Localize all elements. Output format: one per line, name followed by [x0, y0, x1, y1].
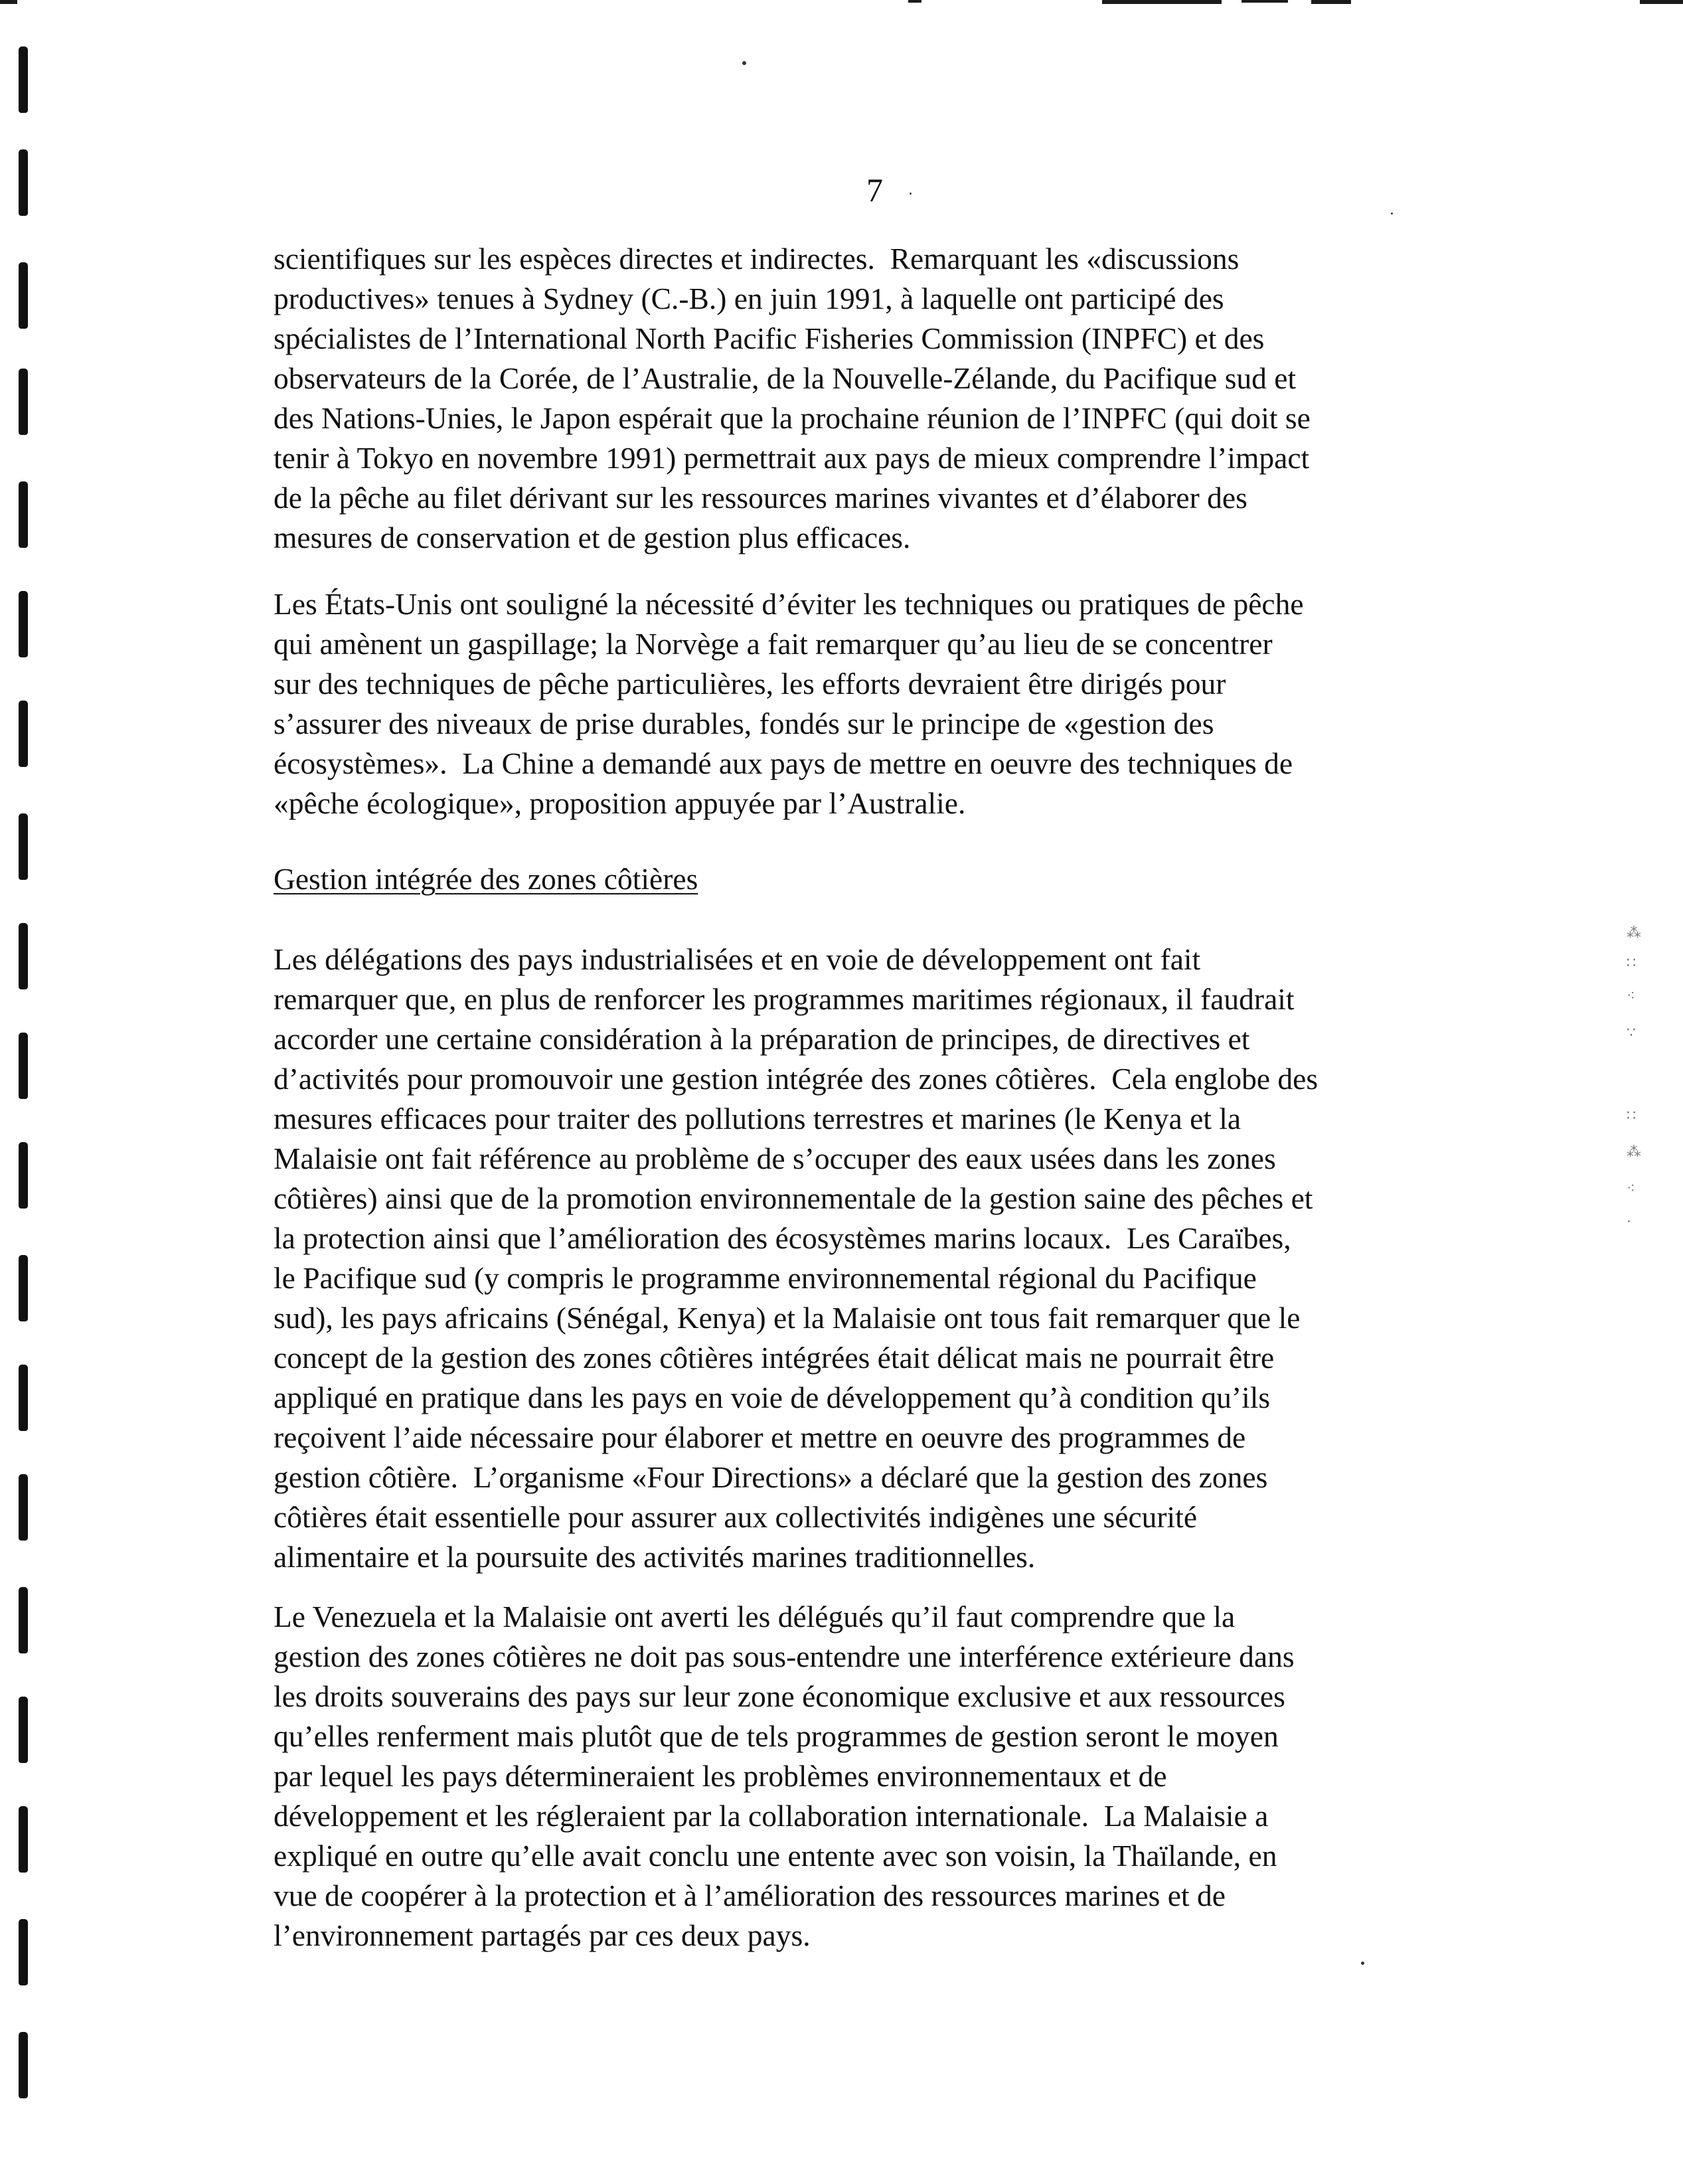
scan-speck	[1361, 1962, 1364, 1965]
margin-mark: ∵	[1627, 1025, 1636, 1041]
paragraph-sovereign-rights	[274, 1597, 1522, 1956]
paragraph-drift-net-research	[274, 239, 1522, 558]
text-line: écosystèmes». La Chine a demandé aux pays de mettre en oeuvre des techniques de	[274, 746, 1293, 780]
text-line: Les États-Unis ont souligné la nécessité d’éviter les techniques ou pratiques de pêche	[274, 587, 1304, 621]
text-line: Malaisie ont fait référence au problème de s’occuper des eaux usées dans les zones	[274, 1141, 1276, 1175]
text-line: concept de la gestion des zones côtières intégrées était délicat mais ne pourrait être	[274, 1341, 1275, 1375]
text-line: par lequel les pays détermineraient les problèmes environnementaux et de	[274, 1759, 1167, 1793]
binder-hole	[19, 701, 28, 767]
binder-hole	[19, 1806, 28, 1873]
margin-mark: ⁖	[1627, 988, 1635, 1005]
paragraph-fishing-techniques	[274, 584, 1522, 823]
page-number: 7	[866, 171, 883, 209]
text-line: productives» tenues à Sydney (C.-B.) en juin 1991, à laquelle ont participé des	[274, 282, 1224, 315]
binder-hole	[19, 1587, 28, 1653]
text-line: alimentaire et la poursuite des activités marines traditionnelles.	[274, 1540, 1036, 1574]
binder-hole	[19, 46, 28, 113]
scan-edge-bar	[1242, 0, 1288, 3]
text-line: scientifiques sur les espèces directes et indirectes. Remarquant les «discussions	[274, 242, 1240, 276]
text-line: gestion côtière. L’organisme «Four Directions» a déclaré que la gestion des zones	[274, 1460, 1268, 1494]
text-line: vue de coopérer à la protection et à l’amélioration des ressources marines et de	[274, 1879, 1226, 1912]
text-line: tenir à Tokyo en novembre 1991) permettrait aux pays de mieux comprendre l’impact	[274, 441, 1310, 475]
binder-hole	[19, 1255, 28, 1321]
text-line: spécialistes de l’International North Pacific Fisheries Commission (INPFC) et des	[274, 321, 1265, 355]
text-line: de la pêche au filet dérivant sur les ressources marines vivantes et d’élaborer des	[274, 481, 1247, 515]
text-line: observateurs de la Corée, de l’Australie, de la Nouvelle-Zélande, du Pacifique sud et	[274, 361, 1297, 395]
scan-speck	[910, 193, 912, 195]
text-line: côtières) ainsi que de la promotion environnementale de la gestion saine des pêches et	[274, 1181, 1313, 1215]
text-line: développement et les régleraient par la collaboration internationale. La Malaisie a	[274, 1799, 1269, 1833]
text-line: les droits souverains des pays sur leur zone économique exclusive et aux ressources	[274, 1679, 1285, 1713]
text-line: gestion des zones côtières ne doit pas sous-entendre une interférence extérieure dans	[274, 1639, 1295, 1673]
text-line: côtières était essentielle pour assurer aux collectivités indigènes une sécurité	[274, 1500, 1198, 1534]
text-line: accorder une certaine considération à la préparation de principes, de directives et	[274, 1022, 1250, 1056]
scan-edge-bar	[1102, 0, 1222, 4]
text-line: qu’elles renferment mais plutôt que de tels programmes de gestion seront le moyen	[274, 1719, 1279, 1753]
text-line: s’assurer des niveaux de prise durables, fondés sur le principe de «gestion des	[274, 707, 1214, 740]
binder-hole	[19, 591, 28, 657]
margin-mark: ⁖	[1627, 1181, 1635, 1197]
binder-hole	[19, 149, 28, 216]
binder-hole	[19, 481, 28, 548]
scan-edge-bar	[1311, 0, 1351, 4]
binder-hole	[19, 923, 28, 989]
margin-mark: ∷	[1627, 1108, 1636, 1124]
binder-hole	[19, 369, 28, 435]
text-line: expliqué en outre qu’elle avait conclu une entente avec son voisin, la Thaïlande, en	[274, 1839, 1277, 1873]
paragraph-coastal-management	[274, 940, 1522, 1577]
text-line: qui amènent un gaspillage; la Norvège a fait remarquer qu’au lieu de se concentrer	[274, 627, 1273, 661]
margin-mark: ⁂	[1627, 925, 1641, 942]
text-line: la protection ainsi que l’amélioration des écosystèmes marins locaux. Les Caraïbes,	[274, 1221, 1291, 1255]
text-line: l’environnement partagés par ces deux pays.	[274, 1918, 811, 1952]
text-line: appliqué en pratique dans les pays en voie de développement qu’à condition qu’ils	[274, 1381, 1271, 1414]
binder-hole	[19, 813, 28, 880]
scan-speck	[1391, 212, 1393, 214]
text-line: mesures efficaces pour traiter des pollutions terrestres et marines (le Kenya et la	[274, 1102, 1242, 1135]
margin-mark: ⁂	[1627, 1144, 1641, 1161]
section-heading: Gestion intégrée des zones côtières	[274, 862, 698, 896]
text-line: sur des techniques de pêche particulières, les efforts devraient être dirigés pour	[274, 667, 1226, 701]
scan-speck	[742, 61, 746, 65]
margin-mark: ∷	[1627, 955, 1636, 971]
binder-hole	[19, 1033, 28, 1099]
text-line: reçoivent l’aide nécessaire pour élaborer et mettre en oeuvre des programmes de	[274, 1420, 1246, 1454]
text-line: sud), les pays africains (Sénégal, Kenya) et la Malaisie ont tous fait remarquer que le	[274, 1301, 1301, 1335]
text-line: Les délégations des pays industrialisées et en voie de développement ont fait	[274, 942, 1201, 976]
binder-hole	[19, 1697, 28, 1763]
text-line: le Pacifique sud (y compris le programme environnemental régional du Pacifique	[274, 1261, 1257, 1295]
margin-mark: ·	[1627, 1214, 1631, 1230]
text-line: «pêche écologique», proposition appuyée par l’Australie.	[274, 786, 966, 820]
scan-edge-bar	[0, 0, 17, 4]
text-line: mesures de conservation et de gestion plus efficaces.	[274, 521, 911, 554]
text-line: remarquer que, en plus de renforcer les programmes maritimes régionaux, il faudrait	[274, 982, 1295, 1016]
text-line: d’activités pour promouvoir une gestion intégrée des zones côtières. Cela englobe des	[274, 1062, 1319, 1096]
binder-hole	[19, 1365, 28, 1431]
binder-hole	[19, 1474, 28, 1541]
scan-edge-bar	[908, 0, 922, 3]
scan-edge-bar	[1640, 0, 1683, 4]
text-line: Le Venezuela et la Malaisie ont averti les délégués qu’il faut comprendre que la	[274, 1600, 1236, 1634]
binder-hole	[19, 1142, 28, 1209]
binder-hole	[19, 262, 28, 329]
binder-hole	[19, 2032, 28, 2098]
binder-hole	[19, 1919, 28, 1985]
text-line: des Nations-Unies, le Japon espérait que la prochaine réunion de l’INPFC (qui doit se	[274, 401, 1311, 435]
